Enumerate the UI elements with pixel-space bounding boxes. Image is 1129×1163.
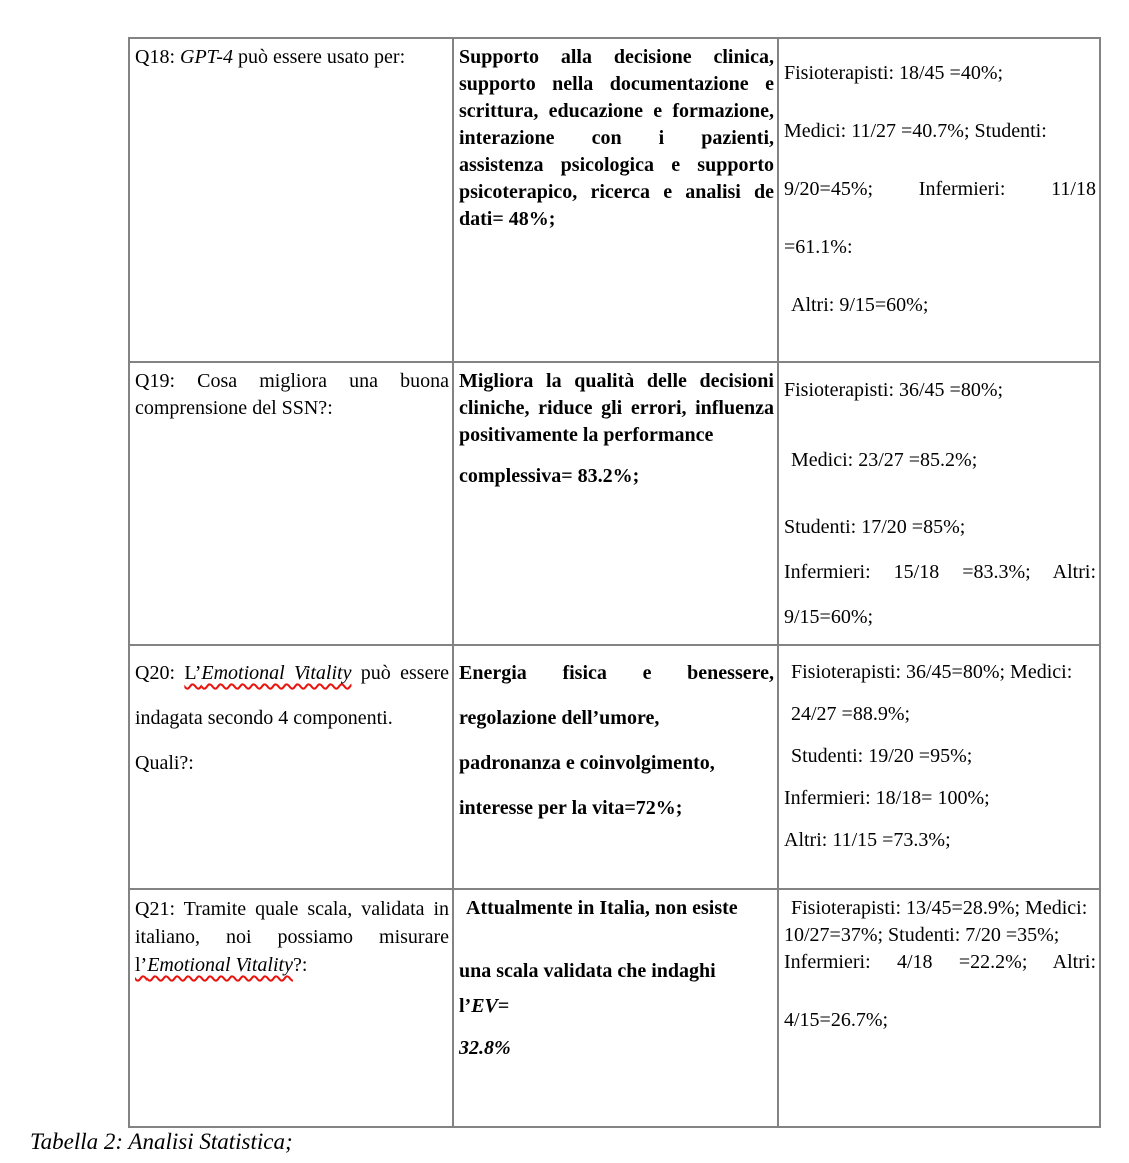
text-line: 9/15=60%;: [784, 606, 874, 628]
apostrophe-prefix: l’: [135, 954, 148, 976]
q19-stats-cell: [778, 362, 1100, 645]
text-line: Infermieri: 4/18 =22.2%; Altri:: [784, 951, 1096, 973]
text-line: supporto nella documentazione e: [459, 73, 774, 95]
q18-question-text: [135, 44, 449, 71]
text-line: complessiva= 83.2%;: [459, 465, 640, 487]
text-line: Fisioterapisti: 18/45 =40%;: [784, 62, 1004, 84]
text-line: 4/15=26.7%;: [784, 1009, 889, 1031]
text-line: Q19: Cosa migliora una buona: [135, 370, 449, 392]
table-caption: Tabella 2: Analisi Statistica;: [30, 1129, 293, 1154]
q19-question-cell: [129, 362, 453, 645]
q21-question-rest: ?:: [292, 954, 308, 976]
q21-answer-cell: [453, 889, 778, 1127]
text-line: Q21: Tramite quale scala, validata in: [135, 898, 449, 920]
text-line: Energia fisica e benessere,: [459, 662, 774, 684]
text-line: Fisioterapisti: 36/45=80%; Medici:: [791, 661, 1073, 683]
text-line: regolazione dell’umore,: [459, 707, 660, 729]
q18-answer-cell: [453, 38, 778, 362]
gpt4-italic-term: GPT-4: [180, 46, 233, 68]
apostrophe-prefix: L’: [184, 662, 202, 684]
text-line: Infermieri: 18/18= 100%;: [784, 787, 990, 809]
ev-italic-term: EV: [471, 995, 498, 1017]
table-row-q18: [129, 38, 1100, 362]
text-line: psicoterapico, ricerca e analisi de: [459, 181, 774, 203]
emotional-vitality-italic-term: Emotional Vitality: [147, 954, 293, 976]
misspelled-term: [184, 662, 351, 684]
table-row-q21: [129, 889, 1100, 1127]
text-line: Fisioterapisti: 36/45 =80%;: [784, 379, 1004, 401]
q20-question-cell: [129, 645, 453, 889]
q19-answer-cell: [453, 362, 778, 645]
text-line: 10/27=37%; Studenti: 7/20 =35%;: [784, 924, 1060, 946]
text-line: Altri: 11/15 =73.3%;: [784, 829, 951, 851]
q20-question-text: [135, 651, 449, 696]
statistics-table: [128, 37, 1101, 1128]
text-line: 9/20=45%; Infermieri: 11/18: [784, 178, 1096, 200]
text-line: Altri: 9/15=60%;: [791, 294, 929, 316]
text-line: =61.1%:: [784, 236, 853, 258]
text-line: scrittura, educazione e formazione,: [459, 100, 774, 122]
text-line: Studenti: 19/20 =95%;: [791, 745, 973, 767]
table-row-q19: [129, 362, 1100, 645]
q18-question-cell: [129, 38, 453, 362]
text-line: una scala validata che indaghi: [459, 960, 716, 982]
q21-stats-cell: [778, 889, 1100, 1127]
q20-stats-cell: [778, 645, 1100, 889]
text-line: Supporto alla decisione clinica,: [459, 46, 774, 68]
q20-question-rest: può essere: [351, 662, 449, 684]
text-line: assistenza psicologica e supporto: [459, 154, 774, 176]
text-line: Studenti: 17/20 =85%;: [784, 516, 966, 538]
q21-ev-line: [459, 993, 774, 1020]
q18-stats-cell: [778, 38, 1100, 362]
text-line: italiano, noi possiamo misurare: [135, 926, 449, 948]
text-line: interazione con i pazienti,: [459, 127, 774, 149]
text-line: indagata secondo 4 componenti.: [135, 707, 393, 729]
q20-answer-cell: [453, 645, 778, 889]
text-line: padronanza e coinvolgimento,: [459, 752, 715, 774]
emotional-vitality-italic-term: Emotional Vitality: [201, 662, 352, 684]
statistics-table-wrap: [128, 37, 1101, 1128]
q18-question-rest: può essere usato per:: [232, 46, 406, 68]
equals-sign: =: [497, 995, 510, 1017]
text-line: 24/27 =88.9%;: [791, 703, 911, 725]
text-line: Migliora la qualità delle decisioni: [459, 370, 774, 392]
text-line: dati= 48%;: [459, 208, 556, 230]
text-line: 32.8%: [459, 1037, 511, 1059]
q21-question-text: [135, 951, 449, 979]
text-line: Infermieri: 15/18 =83.3%; Altri:: [784, 561, 1096, 583]
text-line: Medici: 11/27 =40.7%; Studenti:: [784, 120, 1047, 142]
q18-label: Q18:: [135, 46, 180, 68]
q21-question-cell: [129, 889, 453, 1127]
text-line: Quali?:: [135, 752, 194, 774]
text-line: Attualmente in Italia, non esiste: [466, 897, 738, 919]
misspelled-term: [135, 954, 293, 976]
apostrophe-prefix: l’: [459, 995, 472, 1017]
text-line: comprensione del SSN?:: [135, 397, 333, 419]
table-row-q20: [129, 645, 1100, 889]
text-line: positivamente la performance: [459, 424, 714, 446]
text-line: interesse per la vita=72%;: [459, 797, 683, 819]
text-line: cliniche, riduce gli errori, influenza: [459, 397, 774, 419]
text-line: Fisioterapisti: 13/45=28.9%; Medici:: [791, 897, 1088, 919]
q20-label: Q20:: [135, 662, 185, 684]
text-line: Medici: 23/27 =85.2%;: [791, 449, 978, 471]
